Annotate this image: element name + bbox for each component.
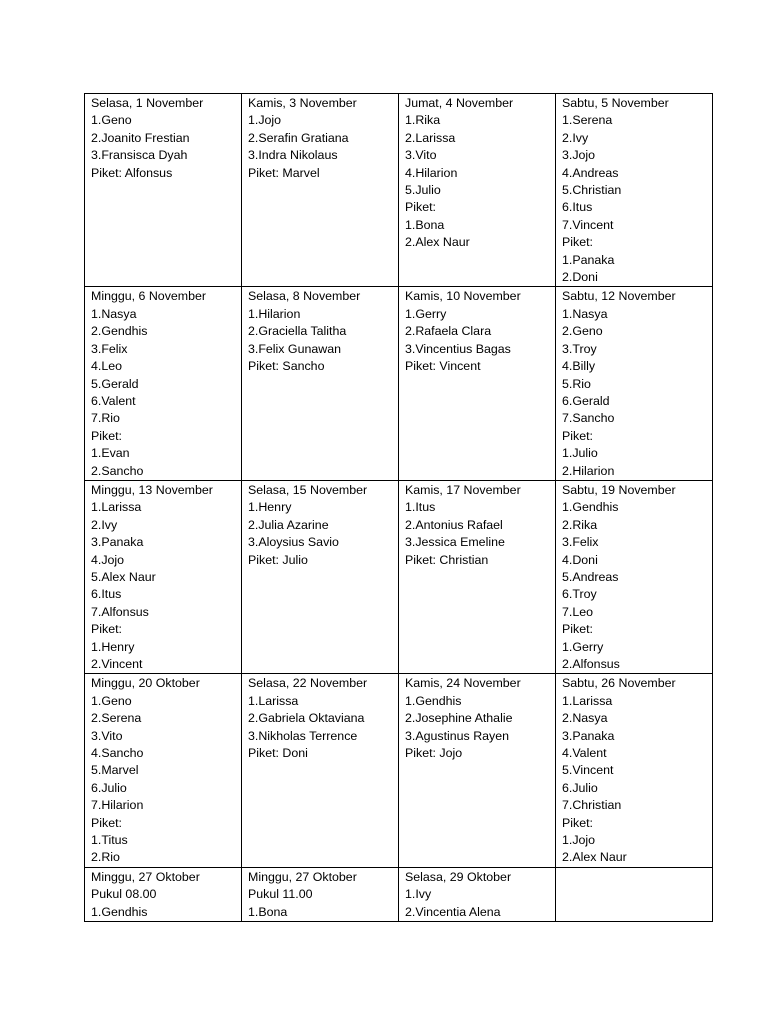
cell-date-heading: Selasa, 22 November bbox=[248, 676, 368, 691]
schedule-cell bbox=[556, 94, 713, 287]
schedule-cell bbox=[556, 480, 713, 673]
cell-line: 3.Indra Nikolaus bbox=[248, 148, 338, 163]
cell-line: 1.Gendhis bbox=[405, 693, 462, 708]
schedule-cell bbox=[399, 867, 556, 921]
cell-line: Pukul 11.00 bbox=[248, 887, 313, 902]
schedule-cell bbox=[242, 867, 399, 921]
cell-line: 3.Aloysius Savio bbox=[248, 535, 339, 550]
cell-line: 2.Julia Azarine bbox=[248, 517, 329, 532]
cell-line: 1.Nasya bbox=[91, 306, 137, 321]
cell-line: 3.Vito bbox=[405, 148, 437, 163]
cell-line: Piket: bbox=[405, 200, 436, 215]
cell-line: 1.Gerry bbox=[405, 306, 447, 321]
schedule-cell bbox=[399, 287, 556, 480]
cell-line: 1.Rika bbox=[405, 113, 441, 128]
cell-line: Piket: Doni bbox=[248, 746, 308, 761]
cell-line: 4.Jojo bbox=[91, 552, 125, 567]
schedule-cell bbox=[85, 287, 242, 480]
schedule-cell bbox=[242, 480, 399, 673]
cell-line: 3.Fransisca Dyah bbox=[91, 148, 188, 163]
cell-line: 1.Bona bbox=[248, 904, 288, 919]
cell-line: 6.Itus bbox=[91, 587, 122, 602]
cell-line: 1.Geno bbox=[91, 113, 132, 128]
cell-line: 1.Bona bbox=[405, 217, 445, 232]
schedule-row bbox=[85, 94, 713, 287]
cell-line: 1.Henry bbox=[248, 500, 292, 515]
cell-date-heading: Minggu, 27 Oktober bbox=[248, 869, 357, 884]
schedule-row bbox=[85, 867, 713, 921]
cell-line: 1.Panaka bbox=[562, 252, 615, 267]
cell-line: 3.Felix bbox=[562, 535, 599, 550]
cell-line: 2.Rika bbox=[562, 517, 598, 532]
cell-line: 1.Henry bbox=[91, 639, 135, 654]
cell-line: 3.Nikholas Terrence bbox=[248, 728, 358, 743]
cell-line: 5.Gerald bbox=[91, 376, 139, 391]
schedule-cell bbox=[399, 94, 556, 287]
cell-line: 2.Serena bbox=[91, 711, 142, 726]
cell-line: Piket: bbox=[562, 235, 593, 250]
cell-date-heading: Kamis, 24 November bbox=[405, 676, 521, 691]
cell-line: 5.Marvel bbox=[91, 763, 139, 778]
cell-line: 2.Graciella Talitha bbox=[248, 324, 347, 339]
cell-line: 1.Evan bbox=[91, 446, 130, 461]
cell-line: 6.Gerald bbox=[562, 393, 610, 408]
cell-date-heading: Kamis, 10 November bbox=[405, 289, 521, 304]
cell-line: Piket: Jojo bbox=[405, 746, 463, 761]
schedule-cell bbox=[556, 674, 713, 867]
cell-line: 2.Sancho bbox=[91, 463, 144, 478]
cell-line: 4.Doni bbox=[562, 552, 598, 567]
cell-line: 2.Vincent bbox=[91, 657, 143, 671]
cell-line: 1.Nasya bbox=[562, 306, 608, 321]
cell-line: Piket: Vincent bbox=[405, 359, 481, 374]
cell-line: Piket: bbox=[91, 622, 122, 637]
cell-line: 1.Itus bbox=[405, 500, 436, 515]
cell-line: Piket: bbox=[91, 815, 122, 830]
cell-line: 3.Vito bbox=[91, 728, 123, 743]
cell-line: 4.Billy bbox=[562, 359, 596, 374]
cell-date-heading: Minggu, 13 November bbox=[91, 482, 213, 497]
schedule-cell bbox=[556, 867, 713, 921]
cell-line: Piket: bbox=[562, 622, 593, 637]
cell-line: 5.Julio bbox=[405, 183, 441, 198]
cell-line: 2.Serafin Gratiana bbox=[248, 130, 349, 145]
cell-line: 3.Jojo bbox=[562, 148, 596, 163]
cell-line: 2.Alex Naur bbox=[562, 850, 627, 865]
cell-date-heading: Minggu, 27 Oktober bbox=[91, 869, 200, 884]
cell-line: Piket: bbox=[562, 815, 593, 830]
cell-line: 3.Jessica Emeline bbox=[405, 535, 505, 550]
cell-line: 4.Valent bbox=[562, 746, 607, 761]
cell-line: 3.Panaka bbox=[91, 535, 144, 550]
schedule-cell bbox=[399, 480, 556, 673]
cell-date-heading: Selasa, 1 November bbox=[91, 96, 204, 110]
cell-date-heading: Sabtu, 19 November bbox=[562, 482, 676, 497]
cell-line: 7.Vincent bbox=[562, 217, 614, 232]
cell-line: 2.Alex Naur bbox=[405, 235, 470, 250]
cell-line: Piket: Marvel bbox=[248, 165, 320, 180]
cell-line: 2.Alfonsus bbox=[562, 657, 620, 671]
cell-line: 7.Sancho bbox=[562, 411, 615, 426]
cell-line: 3.Felix bbox=[91, 341, 128, 356]
cell-line: 2.Ivy bbox=[91, 517, 118, 532]
cell-line: 1.Larissa bbox=[562, 693, 613, 708]
cell-line: Piket: bbox=[91, 428, 122, 443]
cell-line: 1.Hilarion bbox=[248, 306, 301, 321]
cell-line: 6.Troy bbox=[562, 587, 597, 602]
cell-line: 7.Alfonsus bbox=[91, 604, 149, 619]
cell-date-heading: Sabtu, 5 November bbox=[562, 96, 669, 110]
cell-line: 5.Alex Naur bbox=[91, 569, 156, 584]
cell-line: 3.Vincentius Bagas bbox=[405, 341, 511, 356]
schedule-cell bbox=[85, 480, 242, 673]
schedule-cell bbox=[556, 287, 713, 480]
cell-line: 4.Leo bbox=[91, 359, 123, 374]
cell-line: 3.Troy bbox=[562, 341, 597, 356]
cell-line: 1.Ivy bbox=[405, 887, 432, 902]
cell-line: 2.Geno bbox=[562, 324, 603, 339]
cell-date-heading: Minggu, 20 Oktober bbox=[91, 676, 200, 691]
cell-line: 1.Gendhis bbox=[562, 500, 619, 515]
cell-line: 5.Christian bbox=[562, 183, 622, 198]
cell-line: 5.Rio bbox=[562, 376, 591, 391]
schedule-cell bbox=[85, 674, 242, 867]
cell-line: 4.Hilarion bbox=[405, 165, 458, 180]
cell-line: 2.Antonius Rafael bbox=[405, 517, 503, 532]
cell-date-heading: Minggu, 6 November bbox=[91, 289, 207, 304]
schedule-cell bbox=[85, 94, 242, 287]
cell-line: 2.Nasya bbox=[562, 711, 608, 726]
cell-line: 2.Doni bbox=[562, 270, 598, 285]
cell-line: 6.Julio bbox=[91, 780, 127, 795]
cell-line: 2.Larissa bbox=[405, 130, 456, 145]
cell-line: 5.Andreas bbox=[562, 569, 619, 584]
cell-line: Piket: Christian bbox=[405, 552, 489, 567]
cell-line: 3.Felix Gunawan bbox=[248, 341, 341, 356]
cell-date-heading: Kamis, 3 November bbox=[248, 96, 357, 110]
cell-line: 1.Larissa bbox=[248, 693, 299, 708]
cell-date-heading: Selasa, 8 November bbox=[248, 289, 361, 304]
cell-line: 5.Vincent bbox=[562, 763, 614, 778]
cell-line: Piket: Julio bbox=[248, 552, 308, 567]
cell-line: 1.Titus bbox=[91, 833, 128, 848]
cell-line: 7.Rio bbox=[91, 411, 120, 426]
schedule-cell bbox=[242, 287, 399, 480]
cell-line: 2.Hilarion bbox=[562, 463, 615, 478]
cell-line: 1.Jojo bbox=[248, 113, 282, 128]
cell-line: Piket: Sancho bbox=[248, 359, 325, 374]
schedule-table bbox=[84, 93, 713, 922]
schedule-row bbox=[85, 287, 713, 480]
schedule-row bbox=[85, 674, 713, 867]
cell-line: 1.Gerry bbox=[562, 639, 604, 654]
cell-line: 4.Andreas bbox=[562, 165, 619, 180]
cell-line: 3.Agustinus Rayen bbox=[405, 728, 510, 743]
cell-line: 7.Hilarion bbox=[91, 798, 144, 813]
cell-line: 4.Sancho bbox=[91, 746, 144, 761]
cell-line: 1.Julio bbox=[562, 446, 598, 461]
cell-date-heading: Selasa, 29 Oktober bbox=[405, 869, 512, 884]
cell-line: 3.Panaka bbox=[562, 728, 615, 743]
cell-line: 6.Itus bbox=[562, 200, 593, 215]
cell-line: 7.Leo bbox=[562, 604, 594, 619]
cell-line: 7.Christian bbox=[562, 798, 622, 813]
cell-line: 1.Larissa bbox=[91, 500, 142, 515]
cell-date-heading: Sabtu, 26 November bbox=[562, 676, 676, 691]
cell-date-heading: Kamis, 17 November bbox=[405, 482, 521, 497]
cell-date-heading: Jumat, 4 November bbox=[405, 96, 514, 110]
schedule-cell bbox=[242, 674, 399, 867]
cell-line: 2.Gabriela Oktaviana bbox=[248, 711, 365, 726]
cell-line: Piket: bbox=[562, 428, 593, 443]
schedule-cell bbox=[85, 867, 242, 921]
cell-line: 1.Serena bbox=[562, 113, 613, 128]
cell-date-heading: Selasa, 15 November bbox=[248, 482, 368, 497]
cell-line: 6.Julio bbox=[562, 780, 598, 795]
schedule-cell bbox=[399, 674, 556, 867]
cell-line: Piket: Alfonsus bbox=[91, 165, 173, 180]
cell-line: Pukul 08.00 bbox=[91, 887, 157, 902]
cell-line: 1.Gendhis bbox=[91, 904, 148, 919]
cell-date-heading: Sabtu, 12 November bbox=[562, 289, 676, 304]
cell-line: 2.Ivy bbox=[562, 130, 589, 145]
cell-line: 2.Rafaela Clara bbox=[405, 324, 492, 339]
cell-line: 1.Geno bbox=[91, 693, 132, 708]
schedule-row bbox=[85, 480, 713, 673]
cell-line: 2.Josephine Athalie bbox=[405, 711, 513, 726]
cell-line: 2.Gendhis bbox=[91, 324, 148, 339]
cell-line: 6.Valent bbox=[91, 393, 136, 408]
cell-line: 1.Jojo bbox=[562, 833, 596, 848]
cell-line: 2.Vincentia Alena bbox=[405, 904, 501, 919]
schedule-cell bbox=[242, 94, 399, 287]
cell-line: 2.Joanito Frestian bbox=[91, 130, 190, 145]
cell-line: 2.Rio bbox=[91, 850, 120, 865]
